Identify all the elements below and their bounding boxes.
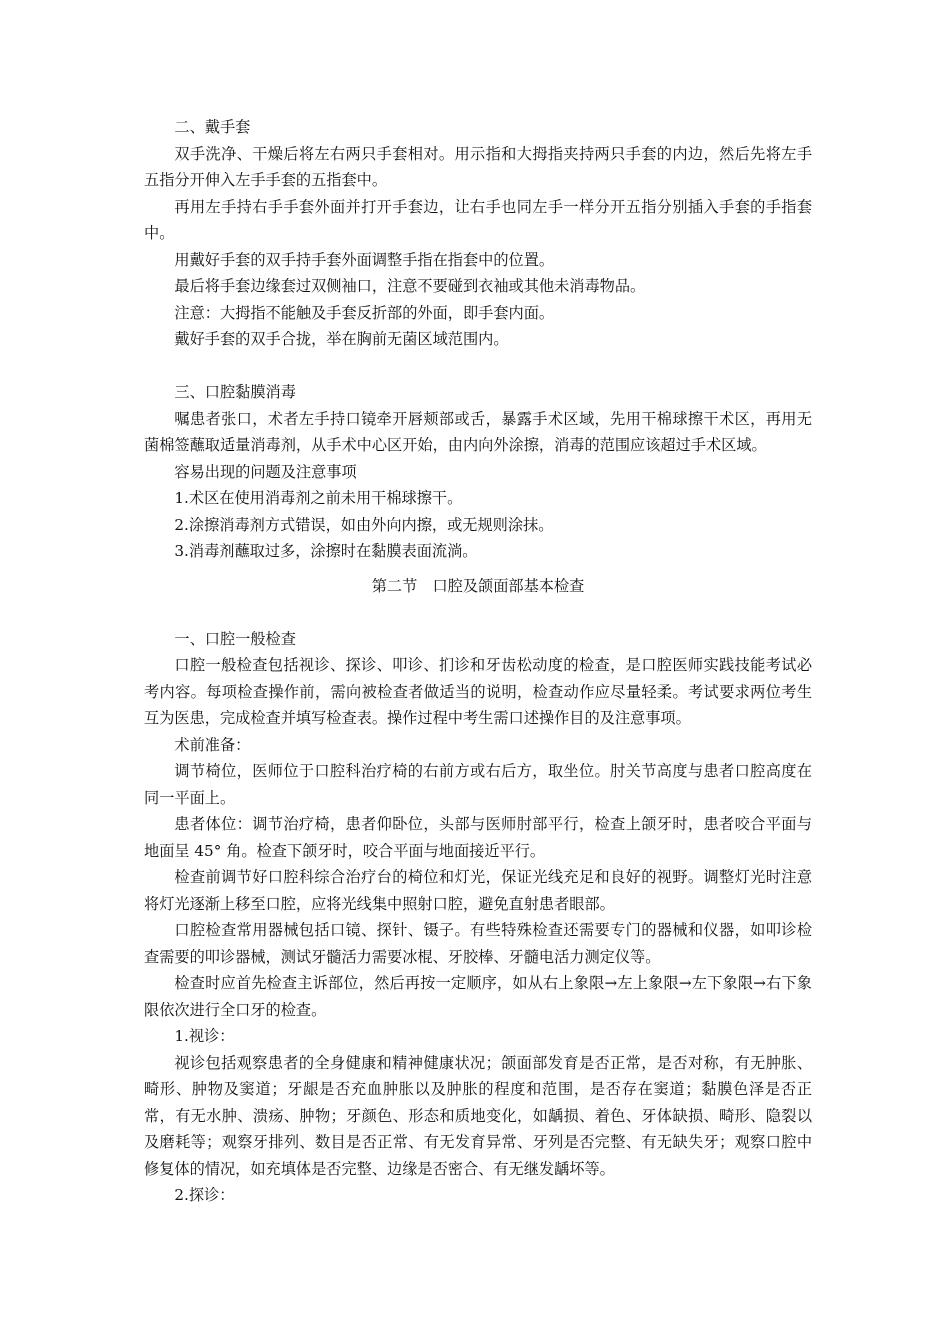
heading-exam: 一、口腔一般检查 <box>174 629 296 648</box>
spacer <box>144 353 812 380</box>
paragraph: 检查前调节好口腔科综合治疗台的椅位和灯光，保证光线充足和良好的视野。调整灯光时注意将灯光逐渐上移至口腔，应将光线集中照射口腔，避免直射患者眼部。 <box>144 868 812 913</box>
heading-gloves: 二、戴手套 <box>174 118 251 136</box>
paragraph: 容易出现的问题及注意事项 <box>174 462 357 481</box>
paragraph: 检查时应首先检查主诉部位，然后再按一定顺序，如从右上象限→左上象限→左下象限→右下象限依次进行全口牙的检查。 <box>144 974 812 1019</box>
heading-mucosa: 三、口腔黏膜消毒 <box>174 383 296 401</box>
section-title: 第二节 口腔及颌面部基本检查 <box>371 576 585 595</box>
paragraph: 口腔检查常用器械包括口镜、探针、镊子。有些特殊检查还需要专门的器械和仪器，如叩诊检查需要的叩诊器械，测试牙髓活力需要冰棍、牙胶棒、牙髓电活力测定仪等。 <box>144 921 812 966</box>
paragraph: 2.探诊： <box>174 1186 235 1204</box>
paragraph: 患者体位：调节治疗椅，患者仰卧位，头部与医师肘部平行，检查上颌牙时，患者咬合平面与地面呈 45° 角。检查下颌牙时，咬合平面与地面接近平行。 <box>144 815 812 860</box>
paragraph: 双手洗净、干燥后将左右两只手套相对。用示指和大拇指夹持两只手套的内边，然后先将左手五指分开伸入左手手套的五指套中。 <box>144 144 812 189</box>
page-content <box>144 114 812 1209</box>
paragraph: 嘱患者张口，术者左手持口镜牵开唇颊部或舌，暴露手术区域，先用干棉球擦干术区，再用无菌棉签蘸取适量消毒剂，从手术中心区开始，由内向外涂擦，消毒的范围应该超过手术区域。 <box>144 409 812 454</box>
paragraph: 1.视诊： <box>174 1027 235 1045</box>
paragraph: 最后将手套边缘套过双侧袖口，注意不要碰到衣袖或其他未消毒物品。 <box>174 277 646 295</box>
list-item: 3.消毒剂蘸取过多，涂擦时在黏膜表面流淌。 <box>174 542 478 560</box>
paragraph: 口腔一般检查包括视诊、探诊、叩诊、扪诊和牙齿松动度的检查，是口腔医师实践技能考试必考内容。每项检查操作前，需向被检查者做适当的说明，检查动作应尽量轻柔。考试要求两位考生互为医患，完成检查并填写检查表。操作过程中考生需口述操作目的及注意事项。 <box>144 656 812 727</box>
list-item: 2.涂擦消毒剂方式错误，如由外向内擦，或无规则涂抹。 <box>174 515 554 534</box>
paragraph: 视诊包括观察患者的全身健康和精神健康状况；颌面部发育是否正常，是否对称，有无肿胀、畸形、肿物及窦道；牙龈是否充血肿胀以及肿胀的程度和范围，是否存在窦道；黏膜色泽是否正常，有无水肿、溃疡、肿物；牙颜色、形态和质地变化，如龋损、着色、牙体缺损、畸形、隐裂以及磨耗等；观察牙排列、数目是否正常、有无发育异常、牙列是否完整、有无缺失牙；观察口腔中修复体的情况，如充填体是否完整、边缘是否密合、有无继发龋坏等。 <box>144 1053 812 1178</box>
spacer <box>144 599 812 626</box>
list-item: 1.术区在使用消毒剂之前未用干棉球擦干。 <box>174 489 463 507</box>
paragraph: 用戴好手套的双手持手套外面调整手指在指套中的位置。 <box>174 250 555 269</box>
paragraph: 再用左手持右手手套外面并打开手套边，让右手也同左手一样分开五指分别插入手套的手指套中。 <box>144 197 812 242</box>
paragraph: 调节椅位，医师位于口腔科治疗椅的右前方或右后方，取坐位。肘关节高度与患者口腔高度在同一平面上。 <box>144 762 812 807</box>
paragraph: 戴好手套的双手合拢，举在胸前无菌区域范围内。 <box>174 330 509 348</box>
paragraph: 术前准备： <box>174 735 251 754</box>
paragraph: 注意：大拇指不能触及手套反折部的外面，即手套内面。 <box>174 303 555 322</box>
